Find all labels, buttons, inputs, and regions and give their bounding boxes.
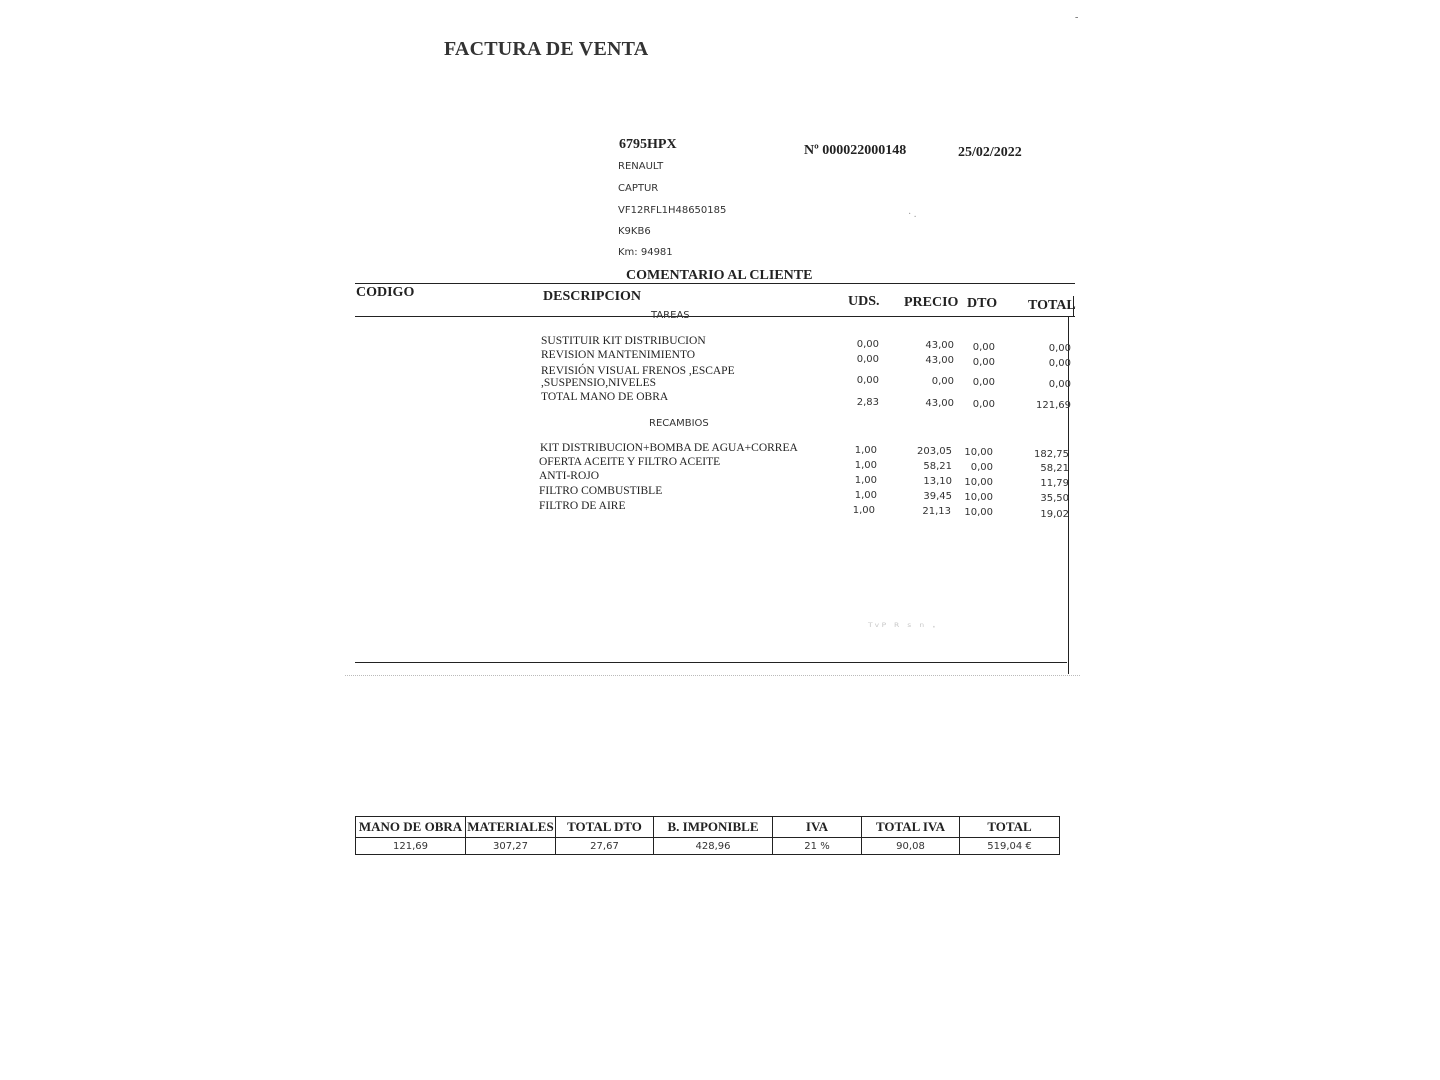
totals-header-mano-de-obra: MANO DE OBRA	[356, 817, 466, 838]
faded-stamp: ᵀᵛᴾ ᴿ ˢ ⁿ ·	[868, 620, 938, 634]
header-bottom-line	[355, 316, 1075, 317]
line-dto: 10,00	[964, 477, 993, 488]
totals-header-total: TOTAL	[960, 817, 1060, 838]
line-uds: 0,00	[856, 339, 879, 350]
line-precio: 203,05	[917, 446, 952, 457]
line-dto: 10,00	[964, 492, 993, 503]
line-total: 0,00	[1048, 358, 1071, 369]
totals-value-row	[356, 838, 1060, 855]
line-precio: 13,10	[923, 476, 952, 487]
line-precio: 39,45	[923, 491, 952, 502]
line-dto: 10,00	[964, 507, 993, 518]
col-header-uds: UDS.	[848, 294, 880, 309]
vehicle-make: RENAULT	[618, 161, 664, 172]
line-uds: 1,00	[854, 490, 877, 501]
vehicle-vin: VF12RFL1H48650185	[618, 205, 727, 216]
line-description: REVISION MANTENIMIENTO	[541, 349, 696, 361]
line-description: SUSTITUIR KIT DISTRIBUCION	[541, 335, 706, 347]
totals-header-base-imponible: B. IMPONIBLE	[654, 817, 773, 838]
totals-value-mano-de-obra: 121,69	[356, 838, 466, 855]
col-header-descripcion: DESCRIPCION	[543, 289, 642, 304]
line-description: FILTRO COMBUSTIBLE	[539, 485, 663, 497]
line-precio: 43,00	[925, 398, 954, 409]
section-recambios: RECAMBIOS	[649, 418, 709, 429]
line-description: FILTRO DE AIRE	[539, 500, 626, 512]
line-precio: 0,00	[931, 376, 954, 387]
client-comment-label: COMENTARIO AL CLIENTE	[626, 268, 813, 283]
totals-value-materiales: 307,27	[466, 838, 556, 855]
col-header-dto: DTO	[967, 296, 998, 311]
line-precio: 43,00	[925, 355, 954, 366]
invoice-date: 25/02/2022	[958, 145, 1022, 160]
totals-value-iva: 21 %	[773, 838, 862, 855]
line-uds: 1,00	[854, 460, 877, 471]
line-description: REVISIÓN VISUAL FRENOS ,ESCAPE	[541, 365, 735, 377]
line-total: 121,69	[1036, 400, 1071, 411]
scan-mark: -	[1075, 12, 1079, 23]
totals-header-materiales: MATERIALES	[466, 817, 556, 838]
table-bottom-line	[355, 662, 1067, 663]
totals-value-total: 519,04 €	[960, 838, 1060, 855]
line-total: 58,21	[1040, 463, 1069, 474]
col-header-precio: PRECIO	[904, 295, 959, 310]
line-dto: 0,00	[972, 377, 995, 388]
line-uds: 2,83	[856, 397, 879, 408]
section-tareas: TAREAS	[651, 310, 690, 321]
line-uds: 0,00	[856, 375, 879, 386]
line-uds: 0,00	[856, 354, 879, 365]
line-total: 0,00	[1048, 343, 1071, 354]
totals-header-row	[356, 817, 1060, 838]
line-precio: 58,21	[923, 461, 952, 472]
invoice-number: Nº 000022000148	[804, 143, 907, 158]
line-description: OFERTA ACEITE Y FILTRO ACEITE	[539, 456, 721, 468]
line-total: 11,79	[1040, 478, 1069, 489]
line-description-cont: ,SUSPENSIO,NIVELES	[541, 377, 657, 389]
line-total: 182,75	[1034, 449, 1069, 460]
line-description: ANTI-ROJO	[539, 470, 600, 482]
line-uds: 1,00	[854, 445, 877, 456]
line-dto: 0,00	[972, 399, 995, 410]
line-dto: 0,00	[972, 342, 995, 353]
vehicle-engine: K9KB6	[618, 226, 651, 237]
line-precio: 21,13	[922, 506, 951, 517]
totals-value-total-dto: 27,67	[556, 838, 654, 855]
license-plate: 6795HPX	[619, 137, 677, 152]
scan-mark: · .	[908, 209, 917, 220]
table-top-line	[355, 283, 1075, 284]
line-dto: 0,00	[970, 462, 993, 473]
line-description: TOTAL MANO DE OBRA	[541, 391, 669, 403]
totals-header-total-iva: TOTAL IVA	[862, 817, 960, 838]
totals-header-total-dto: TOTAL DTO	[556, 817, 654, 838]
col-header-codigo: CODIGO	[356, 285, 415, 300]
totals-table	[355, 816, 1060, 855]
totals-header-iva: IVA	[773, 817, 862, 838]
totals-value-base-imponible: 428,96	[654, 838, 773, 855]
line-total: 0,00	[1048, 379, 1071, 390]
line-uds: 1,00	[854, 475, 877, 486]
invoice-title: FACTURA DE VENTA	[444, 38, 649, 60]
line-total: 35,50	[1040, 493, 1069, 504]
vehicle-km: Km: 94981	[618, 247, 673, 258]
line-precio: 43,00	[925, 340, 954, 351]
line-total: 19,02	[1040, 509, 1069, 520]
vehicle-model: CAPTUR	[618, 183, 659, 194]
totals-value-total-iva: 90,08	[862, 838, 960, 855]
line-description: KIT DISTRIBUCION+BOMBA DE AGUA+CORREA	[540, 442, 798, 454]
line-dto: 10,00	[964, 447, 993, 458]
scan-line	[345, 675, 1080, 676]
line-uds: 1,00	[852, 505, 875, 516]
col-header-total: TOTAL	[1028, 298, 1076, 313]
line-dto: 0,00	[972, 357, 995, 368]
